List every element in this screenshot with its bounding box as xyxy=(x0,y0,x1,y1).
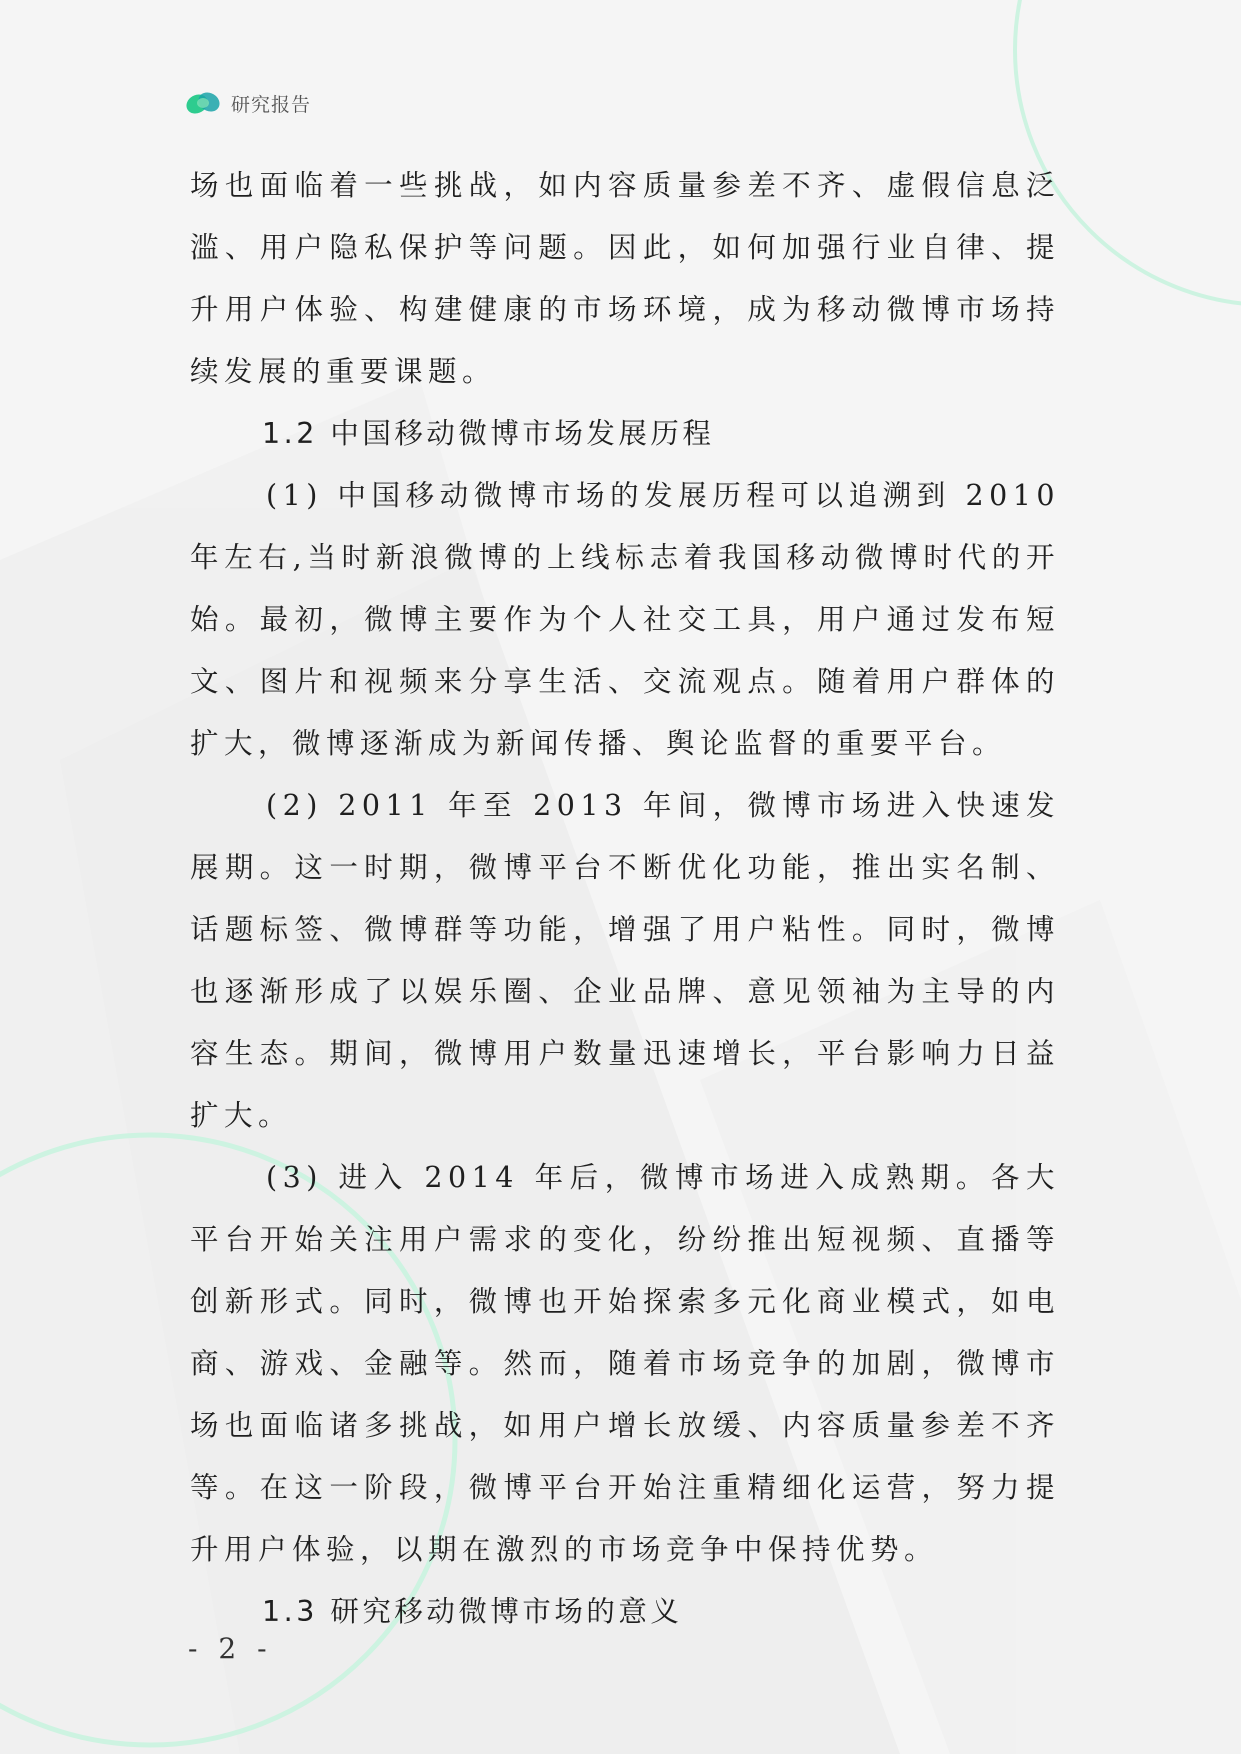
paragraph: (2) 2011 年至 2013 年间，微博市场进入快速发展期。这一时期，微博平台不断优化功能，推出实名制、话题标签、微博群等功能，增强了用户粘性。同时，微博也逐渐形成了以娱乐圈、企业品牌、意见领袖为主导的内容生态。期间，微博用户数量迅速增长，平台影响力日益扩大。 xyxy=(190,789,1060,1132)
header-title: 研究报告 xyxy=(231,93,312,116)
section-heading: 1.2 中国移动微博市场发展历程 xyxy=(262,417,715,450)
page-number: - 2 - xyxy=(188,1632,273,1665)
document-body xyxy=(190,155,1060,1643)
header xyxy=(185,88,311,118)
paragraph-continuation: 场也面临着一些挑战，如内容质量参差不齐、虚假信息泛滥、用户隐私保护等问题。因此，如何加强行业自律、提升用户体验、构建健康的市场环境，成为移动微博市场持续发展的重要课题。 xyxy=(190,169,1060,388)
section-heading: 1.3 研究移动微博市场的意义 xyxy=(262,1595,683,1628)
paragraph: (3) 进入 2014 年后，微博市场进入成熟期。各大平台开始关注用户需求的变化，纷纷推出短视频、直播等创新形式。同时，微博也开始探索多元化商业模式，如电商、游戏、金融等。然而，随着市场竞争的加剧，微博市场也面临诸多挑战，如用户增长放缓、内容质量参差不齐等。在这一阶段，微博平台开始注重精细化运营，努力提升用户体验，以期在激烈的市场竞争中保持优势。 xyxy=(190,1161,1060,1566)
leaf-logo-icon xyxy=(185,88,221,118)
paragraph: (1) 中国移动微博市场的发展历程可以追溯到 2010 年左右,当时新浪微博的上线标志着我国移动微博时代的开始。最初，微博主要作为个人社交工具，用户通过发布短文、图片和视频来分享生活、交流观点。随着用户群体的扩大，微博逐渐成为新闻传播、舆论监督的重要平台。 xyxy=(190,479,1060,760)
